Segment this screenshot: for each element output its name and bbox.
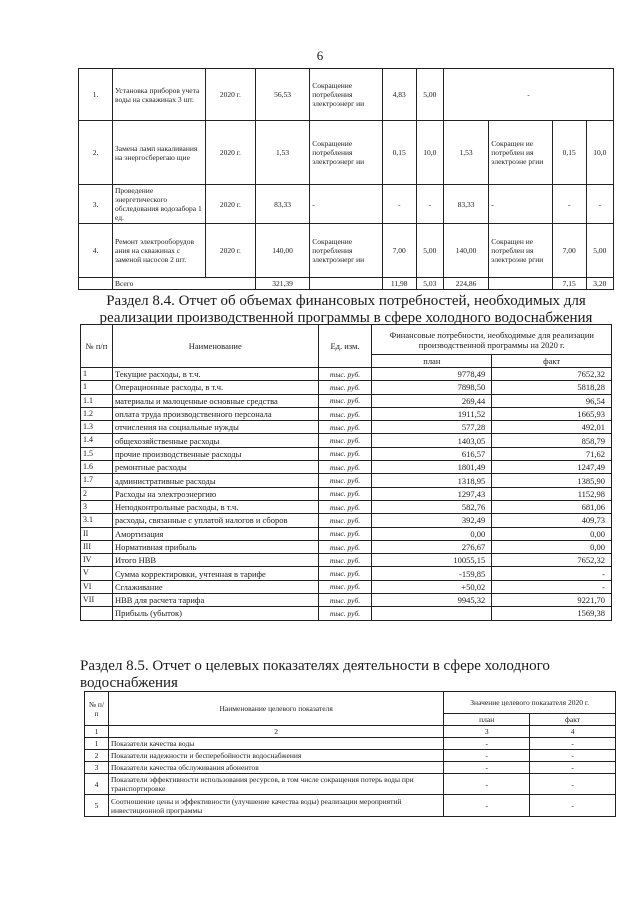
fact-saving: 0,15: [552, 121, 586, 185]
t3-num-header: № п/п: [85, 692, 109, 726]
row-plan: 9778,49: [372, 368, 492, 381]
row-name: отчисления на социальные нужды: [112, 421, 318, 434]
table-row: [81, 500, 612, 513]
row-unit: тыс. руб.: [318, 368, 372, 381]
fact-effect: -: [489, 185, 552, 224]
fact-effect: Сокращен ие потреблен ия электроэне ргии: [489, 224, 552, 278]
table-row: [81, 461, 612, 474]
row-plan: 392,49: [372, 514, 492, 527]
row-number: IV: [81, 554, 113, 567]
row-plan: 1318,95: [372, 474, 492, 487]
total-plan-saving: 11,98: [382, 278, 416, 290]
row-unit: тыс. руб.: [318, 407, 372, 420]
fact-cost: 83,33: [443, 185, 488, 224]
row-number: 2.: [79, 121, 113, 185]
row-plan: 616,57: [372, 447, 492, 460]
row-fact: 7652,32: [492, 368, 612, 381]
row-fact: 96,54: [492, 394, 612, 407]
table-row: [81, 394, 612, 407]
row-plan: 269,44: [372, 394, 492, 407]
measure-effect: Сокращение потребления электроэнерг ии: [310, 224, 383, 278]
table-row: [85, 750, 616, 762]
t3-col4: 4: [530, 726, 616, 738]
t3-col3: 3: [444, 726, 530, 738]
row-fact: 1152,98: [492, 487, 612, 500]
indicator-plan: -: [444, 762, 530, 774]
row-unit: тыс. руб.: [318, 554, 372, 567]
t3-plan-header: план: [444, 714, 530, 726]
plan-percent: -: [416, 185, 443, 224]
row-fact: 7652,32: [492, 554, 612, 567]
total-fact-percent: 3,20: [586, 278, 613, 290]
indicator-plan: -: [444, 750, 530, 762]
row-name: Неподконтрольные расходы, в т.ч.: [112, 500, 318, 513]
table-row: [81, 407, 612, 420]
target-indicators-table: [84, 691, 616, 817]
section-8-5-heading: Раздел 8.5. Отчет о целевых показателях деятельности в сфере холодного водоснабжения: [80, 658, 550, 691]
measure-year: 2020 г.: [205, 121, 255, 185]
row-name: Сумма корректировки, учтенная в тарифе: [112, 567, 318, 580]
row-unit: тыс. руб.: [318, 540, 372, 553]
row-number: 3: [85, 762, 109, 774]
row-number: 1.4: [81, 434, 113, 447]
indicator-name: Соотношение цены и эффективности (улучшение качества воды) реализации мероприятий инвестиционной программы: [108, 795, 443, 817]
col-fin-header: Финансовые потребности, необходимые для реализации производственной программы на 2020 г.: [372, 325, 612, 355]
total-cost: 321,39: [255, 278, 309, 290]
row-unit: тыс. руб.: [318, 607, 372, 620]
row-plan: [372, 607, 492, 620]
row-unit: тыс. руб.: [318, 421, 372, 434]
row-unit: тыс. руб.: [318, 527, 372, 540]
col-plan-header: план: [372, 355, 492, 368]
t3-fact-header: факт: [530, 714, 616, 726]
indicator-plan: -: [444, 738, 530, 750]
row-number: 3.: [79, 185, 113, 224]
table-row: [81, 580, 612, 593]
row-unit: тыс. руб.: [318, 381, 372, 394]
row-unit: тыс. руб.: [318, 394, 372, 407]
row-name: общехозяйственные расходы: [112, 434, 318, 447]
table-row: [81, 527, 612, 540]
row-plan: 276,67: [372, 540, 492, 553]
row-fact: 1665,93: [492, 407, 612, 420]
row-fact: 1247,49: [492, 461, 612, 474]
row-number: 2: [85, 750, 109, 762]
row-fact: 409,73: [492, 514, 612, 527]
row-fact: 5818,28: [492, 381, 612, 394]
row-unit: тыс. руб.: [318, 594, 372, 607]
table-row: [81, 514, 612, 527]
fact-cost: 1,53: [443, 121, 488, 185]
table-row: [81, 540, 612, 553]
indicator-name: Показатели надежности и бесперебойности водоснабжения: [108, 750, 443, 762]
t3-col2: 2: [108, 726, 443, 738]
row-plan: 10055,15: [372, 554, 492, 567]
row-fact: 9221,70: [492, 594, 612, 607]
row-plan: +50,02: [372, 580, 492, 593]
plan-percent: 10,0: [416, 121, 443, 185]
fact-effect: Сокращен ие потреблен ия электроэне ргии: [489, 121, 552, 185]
measure-cost: 140,00: [255, 224, 309, 278]
fact-percent: -: [586, 185, 613, 224]
measure-cost: 56,53: [255, 69, 309, 121]
row-plan: 1911,52: [372, 407, 492, 420]
energy-measures-table: [78, 68, 614, 290]
row-fact: 1385,90: [492, 474, 612, 487]
fact-cost: 140,00: [443, 224, 488, 278]
row-fact: 858,79: [492, 434, 612, 447]
t3-value-header: Значение целевого показателя 2020 г.: [444, 692, 616, 714]
row-plan: -159,85: [372, 567, 492, 580]
indicator-fact: -: [530, 795, 616, 817]
measure-year: 2020 г.: [205, 69, 255, 121]
indicator-name: Показатели эффективности использования ресурсов, в том числе сокращения потерь воды при транспортировке: [108, 774, 443, 795]
table-row: [81, 554, 612, 567]
row-number: 4.: [79, 224, 113, 278]
measure-effect: Сокращение потребления электроэнерг ии: [310, 69, 383, 121]
plan-percent: 5,00: [416, 224, 443, 278]
measure-cost: 1,53: [255, 121, 309, 185]
table-row: [81, 567, 612, 580]
table-row: [79, 121, 614, 185]
col-unit-header: Ед. изм.: [318, 325, 372, 368]
row-plan: 7898,50: [372, 381, 492, 394]
row-number: 1: [81, 381, 113, 394]
col-name-header: Наименование: [112, 325, 318, 368]
row-unit: тыс. руб.: [318, 487, 372, 500]
table-row: [81, 381, 612, 394]
measure-year: 2020 г.: [205, 224, 255, 278]
row-number: 1.6: [81, 461, 113, 474]
table-row: [79, 224, 614, 278]
total-label: Всего: [113, 278, 256, 290]
row-unit: тыс. руб.: [318, 500, 372, 513]
page-number: 6: [316, 48, 324, 63]
row-name: расходы, связанные с уплатой налогов и сборов: [112, 514, 318, 527]
measure-effect: -: [310, 185, 383, 224]
row-unit: тыс. руб.: [318, 447, 372, 460]
row-name: прочие производственные расходы: [112, 447, 318, 460]
row-number: 1.2: [81, 407, 113, 420]
row-fact: 71,62: [492, 447, 612, 460]
total-row: [79, 278, 614, 290]
plan-percent: 5,00: [416, 69, 443, 121]
row-name: Расходы на электроэнергию: [112, 487, 318, 500]
indicator-fact: -: [530, 738, 616, 750]
row-name: оплата труда производственного персонала: [112, 407, 318, 420]
row-number: 3: [81, 500, 113, 513]
total-effect-empty: [310, 278, 383, 290]
t3-name-header: Наименование целевого показателя: [108, 692, 443, 726]
measure-name: Ремонт электрооборудов ания на скважинах с заменой насосов 2 шт.: [113, 224, 206, 278]
row-number: VI: [81, 580, 113, 593]
row-number: 1.1: [81, 394, 113, 407]
row-number: 1: [85, 738, 109, 750]
plan-saving: 7,00: [382, 224, 416, 278]
row-unit: тыс. руб.: [318, 461, 372, 474]
section-8-4-heading: Раздел 8.4. Отчет об объемах финансовых потребностей, необходимых для реализации производственной программы в сфере холодного водоснабжения: [99, 293, 593, 326]
row-unit: тыс. руб.: [318, 580, 372, 593]
table-row: [85, 762, 616, 774]
measure-name: Проведение энергетического обследования водозабора 1 ед.: [113, 185, 206, 224]
row-name: Прибыль (убыток): [112, 607, 318, 620]
measure-effect: Сокращение потребления электроэнерг ии: [310, 121, 383, 185]
col-fact-header: факт: [492, 355, 612, 368]
row-fact: 681,06: [492, 500, 612, 513]
fact-saving: -: [552, 185, 586, 224]
fact-summary: -: [443, 69, 613, 121]
measure-name: Установка приборов учета воды на скважинах 3 шт.: [113, 69, 206, 121]
row-name: административные расходы: [112, 474, 318, 487]
table-row: [79, 185, 614, 224]
table-row: [85, 795, 616, 817]
indicator-plan: -: [444, 795, 530, 817]
measure-name: Замена ламп накаливания на энергосберегаю щие: [113, 121, 206, 185]
row-number: V: [81, 567, 113, 580]
row-fact: 0,00: [492, 527, 612, 540]
total-fact-saving: 7,15: [552, 278, 586, 290]
row-name: ремонтные расходы: [112, 461, 318, 474]
row-number: 1.3: [81, 421, 113, 434]
table-row: [81, 434, 612, 447]
indicator-fact: -: [530, 762, 616, 774]
row-number: 1.7: [81, 474, 113, 487]
row-fact: 0,00: [492, 540, 612, 553]
row-unit: тыс. руб.: [318, 514, 372, 527]
table-row: [81, 368, 612, 381]
row-name: Текущие расходы, в т.ч.: [112, 368, 318, 381]
table-row: [79, 69, 614, 121]
row-number: III: [81, 540, 113, 553]
total-fact-cost: 224,86: [443, 278, 488, 290]
row-number: II: [81, 527, 113, 540]
row-name: Операционные расходы, в т.ч.: [112, 381, 318, 394]
row-number: 1.5: [81, 447, 113, 460]
measure-cost: 83,33: [255, 185, 309, 224]
table-row: [85, 738, 616, 750]
indicator-fact: -: [530, 774, 616, 795]
row-name: Нормативная прибыль: [112, 540, 318, 553]
row-number: [81, 607, 113, 620]
row-name: Сглаживание: [112, 580, 318, 593]
row-fact: -: [492, 567, 612, 580]
table-row: [85, 774, 616, 795]
fact-percent: 5,00: [586, 224, 613, 278]
row-fact: 1569,38: [492, 607, 612, 620]
table-row: [81, 607, 612, 620]
table-row: [81, 421, 612, 434]
total-plan-percent: 5,03: [416, 278, 443, 290]
row-name: материалы и малоценные основные средства: [112, 394, 318, 407]
row-plan: 577,28: [372, 421, 492, 434]
total-effect2-empty: [489, 278, 552, 290]
indicator-plan: -: [444, 774, 530, 795]
total-empty: [79, 278, 113, 290]
fact-saving: 7,00: [552, 224, 586, 278]
row-name: НВВ для расчета тарифа: [112, 594, 318, 607]
plan-saving: -: [382, 185, 416, 224]
row-plan: 0,00: [372, 527, 492, 540]
table-row: [81, 474, 612, 487]
row-number: VII: [81, 594, 113, 607]
indicator-name: Показатели качества воды: [108, 738, 443, 750]
row-unit: тыс. руб.: [318, 567, 372, 580]
row-fact: -: [492, 580, 612, 593]
fact-percent: 10,0: [586, 121, 613, 185]
row-unit: тыс. руб.: [318, 474, 372, 487]
indicator-name: Показатели качества обслуживания абонентов: [108, 762, 443, 774]
row-name: Амортизация: [112, 527, 318, 540]
row-number: 2: [81, 487, 113, 500]
indicator-fact: -: [530, 750, 616, 762]
col-num-header: № п/п: [81, 325, 113, 368]
table-row: [81, 487, 612, 500]
row-plan: 1403,05: [372, 434, 492, 447]
table-row: [81, 447, 612, 460]
row-plan: 1801,49: [372, 461, 492, 474]
row-number: 1: [81, 368, 113, 381]
t3-col1: 1: [85, 726, 109, 738]
row-plan: 9945,32: [372, 594, 492, 607]
row-number: 5: [85, 795, 109, 817]
financial-needs-table: [80, 324, 612, 621]
row-unit: тыс. руб.: [318, 434, 372, 447]
row-plan: 1297,43: [372, 487, 492, 500]
table-row: [81, 594, 612, 607]
row-number: 3.1: [81, 514, 113, 527]
row-number: 1.: [79, 69, 113, 121]
row-name: Итого НВВ: [112, 554, 318, 567]
plan-saving: 0,15: [382, 121, 416, 185]
measure-year: 2020 г.: [205, 185, 255, 224]
row-number: 4: [85, 774, 109, 795]
row-plan: 582,76: [372, 500, 492, 513]
row-fact: 492,01: [492, 421, 612, 434]
plan-saving: 4,83: [382, 69, 416, 121]
